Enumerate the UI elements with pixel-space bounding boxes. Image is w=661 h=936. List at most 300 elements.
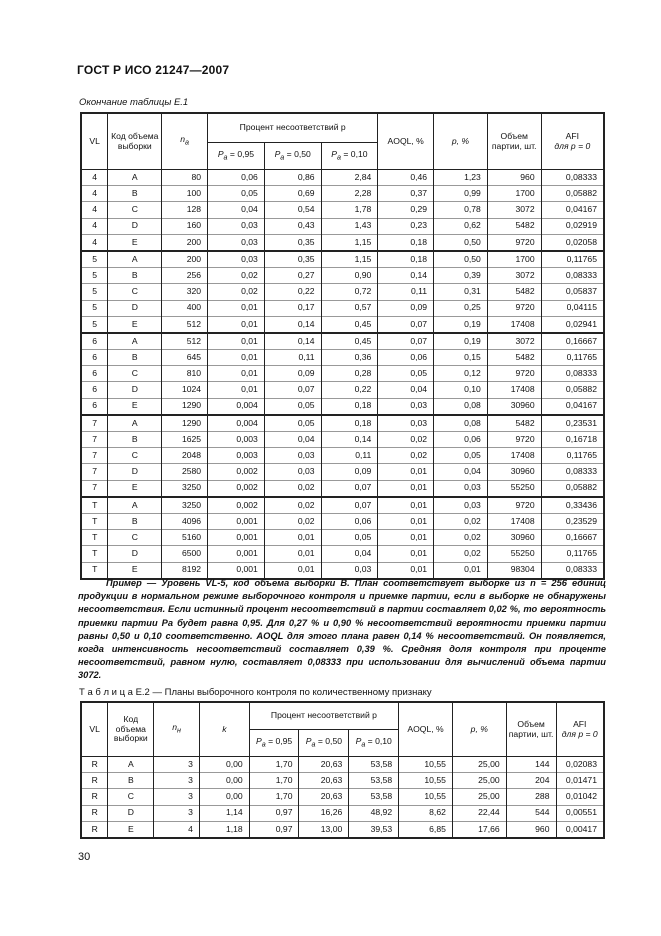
table-row — [81, 773, 604, 789]
table-cell: 3250 — [162, 497, 208, 514]
table-cell: 0,001 — [208, 546, 265, 562]
table-cell: 17408 — [487, 382, 541, 398]
table-row — [81, 251, 604, 268]
table-cell: 0,01 — [208, 382, 265, 398]
table-cell: 0,23529 — [541, 513, 604, 529]
table-cell: 13,00 — [299, 821, 349, 838]
table-row — [81, 513, 604, 529]
table-cell: C — [108, 448, 162, 464]
table-cell: 0,01 — [264, 546, 321, 562]
table-cell: 0,12 — [434, 366, 488, 382]
table-cell: 1,78 — [321, 202, 378, 218]
table-cell: 0,05 — [264, 398, 321, 415]
table-cell: 2,28 — [321, 186, 378, 202]
table-cell: B — [108, 350, 162, 366]
col-code: Код объема выборки — [108, 113, 162, 170]
table-cell: 7 — [81, 480, 108, 497]
table-cell: 0,18 — [378, 251, 434, 268]
table-cell: 0,54 — [264, 202, 321, 218]
table-cell: 0,01 — [434, 562, 488, 579]
table-row — [81, 497, 604, 514]
table-cell: 1700 — [487, 186, 541, 202]
table-cell: 4 — [81, 218, 108, 234]
table-cell: 0,02058 — [541, 234, 604, 251]
table-cell: 512 — [162, 316, 208, 333]
table-cell: 0,05882 — [541, 186, 604, 202]
table-cell: 2580 — [162, 464, 208, 480]
table-cell: 0,29 — [378, 202, 434, 218]
table-cell: 0,00551 — [556, 805, 604, 821]
table-cell: 0,14 — [264, 316, 321, 333]
table-cell: 200 — [162, 251, 208, 268]
table-cell: 4 — [81, 202, 108, 218]
table-cell: B — [108, 773, 154, 789]
table-cell: 0,05 — [378, 366, 434, 382]
table-cell: 9720 — [487, 432, 541, 448]
table-cell: 5 — [81, 316, 108, 333]
table-cell: 4 — [81, 170, 108, 186]
table-cell: 17408 — [487, 316, 541, 333]
col-p: p, % — [434, 113, 488, 170]
table-cell: 200 — [162, 234, 208, 251]
table-cell: 0,99 — [434, 186, 488, 202]
table-cell: 0,05882 — [541, 480, 604, 497]
table-cell: 0,02919 — [541, 218, 604, 234]
col-n: $n_a$ — [162, 113, 208, 170]
table-cell: 39,53 — [349, 821, 399, 838]
table-cell: 0,39 — [434, 268, 488, 284]
table-cell: C — [108, 366, 162, 382]
table-cell: A — [108, 497, 162, 514]
table-cell: 4 — [81, 234, 108, 251]
table-cell: 8,62 — [399, 805, 453, 821]
table-cell: 3 — [154, 757, 200, 773]
table-cell: 0,03 — [208, 234, 265, 251]
table-cell: 0,03 — [208, 251, 265, 268]
col-afi: AFI для p = 0 — [541, 113, 604, 170]
table-cell: 0,11 — [321, 448, 378, 464]
table-cell: 3 — [154, 805, 200, 821]
table-cell: 0,43 — [264, 218, 321, 234]
table-cell: 0,37 — [378, 186, 434, 202]
table-cell: 0,50 — [434, 234, 488, 251]
table-cell: 53,58 — [349, 773, 399, 789]
col-vl: VL — [81, 702, 108, 757]
table-row — [81, 186, 604, 202]
table-cell: 1,70 — [249, 773, 299, 789]
table-cell: 7 — [81, 432, 108, 448]
table-cell: 6,85 — [399, 821, 453, 838]
table-cell: 98304 — [487, 562, 541, 579]
table-e2 — [80, 701, 605, 839]
col-vl: VL — [81, 113, 108, 170]
table-cell: 0,01471 — [556, 773, 604, 789]
table-cell: 4 — [81, 186, 108, 202]
table-cell: 0,19 — [434, 316, 488, 333]
table-cell: C — [108, 789, 154, 805]
table-cell: E — [108, 480, 162, 497]
col-pa-095: $P_a = 0,95$ — [208, 143, 265, 170]
col-k: k — [199, 702, 249, 757]
table-cell: R — [81, 805, 108, 821]
table-cell: 5 — [81, 300, 108, 316]
table-row — [81, 546, 604, 562]
table-cell: 9720 — [487, 300, 541, 316]
table-cell: 1700 — [487, 251, 541, 268]
table-cell: 5 — [81, 251, 108, 268]
table-cell: 960 — [487, 170, 541, 186]
table-cell: 0,01 — [208, 300, 265, 316]
table-cell: 17408 — [487, 448, 541, 464]
document-header: ГОСТ Р ИСО 21247—2007 — [77, 63, 230, 77]
table-cell: R — [81, 773, 108, 789]
table-cell: 0,08333 — [541, 268, 604, 284]
table-cell: 810 — [162, 366, 208, 382]
table-row — [81, 398, 604, 415]
table-cell: B — [108, 432, 162, 448]
table-cell: 0,22 — [321, 382, 378, 398]
col-pa-010: $P_a = 0,10$ — [349, 730, 399, 757]
table-row — [81, 382, 604, 398]
table-cell: 128 — [162, 202, 208, 218]
table-cell: 0,15 — [434, 350, 488, 366]
table-cell: 0,01 — [378, 530, 434, 546]
table-cell: 10,55 — [399, 757, 453, 773]
table-cell: 0,002 — [208, 480, 265, 497]
table-row — [81, 789, 604, 805]
table-cell: E — [108, 398, 162, 415]
table-cell: 0,002 — [208, 497, 265, 514]
col-aoql: AOQL, % — [378, 113, 434, 170]
table-cell: T — [81, 562, 108, 579]
page-number: 30 — [78, 851, 91, 863]
table-cell: 0,02941 — [541, 316, 604, 333]
table-cell: 0,03 — [321, 562, 378, 579]
table-cell: E — [108, 821, 154, 838]
table-cell: 0,23 — [378, 218, 434, 234]
table-cell: 204 — [506, 773, 556, 789]
table-cell: 0,33436 — [541, 497, 604, 514]
table-cell: 544 — [506, 805, 556, 821]
table-cell: 8192 — [162, 562, 208, 579]
table-cell: 0,27 — [264, 268, 321, 284]
table-cell: 0,25 — [434, 300, 488, 316]
table-row — [81, 464, 604, 480]
table-cell: 0,04 — [208, 202, 265, 218]
table-cell: 0,02 — [264, 480, 321, 497]
table-cell: 5 — [81, 268, 108, 284]
col-percent-group: Процент несоответствий p — [249, 702, 398, 730]
table-cell: 30960 — [487, 530, 541, 546]
table-cell: 3072 — [487, 268, 541, 284]
table-row — [81, 821, 604, 838]
table-cell: 0,02 — [378, 448, 434, 464]
table-cell: 0,02 — [434, 546, 488, 562]
table1-caption: Окончание таблицы Е.1 — [79, 97, 189, 108]
table-cell: 0,09 — [321, 464, 378, 480]
table-cell: 25,00 — [452, 757, 506, 773]
table-cell: 0,05 — [264, 415, 321, 432]
example-paragraph: Пример — Уровень VL-5, код объема выборки B. План соответствует выборке из n = 256 единиц продукции в нормальном режиме выборочного контроля и приемке партии, если в выборке не обнаружены несоответствия. Если истинный процент несоответствий в партии составляет 0,02 %, то вероятность приемки партии Pa будет равна 0,95. Для 0,27 % и 0,90 % несоответствий вероятности приемки партии равны 0,50 и 0,10 соответственно. AOQL для этого плана равен 0,14 % несоответствий. Он появляется, когда интенсивность несоответствий составляет 0,39 %. Средняя доля контроля при проценте несоответствий, равном нулю, составляет 0,08333 при использовании для вычислений объема партии 3072. — [78, 578, 606, 681]
table2-body — [81, 757, 604, 838]
table-cell: E — [108, 562, 162, 579]
table-cell: T — [81, 497, 108, 514]
table-cell: A — [108, 333, 162, 350]
table-cell: 0,07 — [378, 333, 434, 350]
table-cell: 1,15 — [321, 251, 378, 268]
table-cell: 3 — [154, 773, 200, 789]
table-row — [81, 234, 604, 251]
table-cell: 512 — [162, 333, 208, 350]
table-cell: 256 — [162, 268, 208, 284]
table-cell: 0,01 — [264, 530, 321, 546]
table-row — [81, 218, 604, 234]
table-cell: 0,11765 — [541, 546, 604, 562]
col-n: $n_н$ — [154, 702, 200, 757]
table-cell: 0,05882 — [541, 382, 604, 398]
col-pa-095: $P_a = 0,95$ — [249, 730, 299, 757]
table-cell: 0,02 — [208, 268, 265, 284]
col-pa-050: $P_a = 0,50$ — [264, 143, 321, 170]
table-cell: 0,50 — [434, 251, 488, 268]
table-cell: 288 — [506, 789, 556, 805]
table-cell: 6 — [81, 333, 108, 350]
table-cell: 0,05 — [321, 530, 378, 546]
table-cell: 0,02 — [378, 432, 434, 448]
table-cell: 5482 — [487, 415, 541, 432]
table-row — [81, 284, 604, 300]
table-cell: 9720 — [487, 366, 541, 382]
table-cell: 7 — [81, 415, 108, 432]
table-cell: 144 — [506, 757, 556, 773]
table-cell: D — [108, 546, 162, 562]
table-cell: 0,05837 — [541, 284, 604, 300]
table-cell: 2048 — [162, 448, 208, 464]
table-cell: 0,04 — [264, 432, 321, 448]
table-cell: 0,08333 — [541, 170, 604, 186]
table-cell: 0,46 — [378, 170, 434, 186]
table-cell: 0,01 — [378, 464, 434, 480]
table-cell: 0,00 — [199, 757, 249, 773]
table-cell: 80 — [162, 170, 208, 186]
table-cell: 4096 — [162, 513, 208, 529]
table-cell: 0,11765 — [541, 350, 604, 366]
table-cell: 0,02083 — [556, 757, 604, 773]
table-cell: 22,44 — [452, 805, 506, 821]
table-cell: 2,84 — [321, 170, 378, 186]
table-cell: B — [108, 513, 162, 529]
table-cell: 0,002 — [208, 464, 265, 480]
table-cell: 0,19 — [434, 333, 488, 350]
table-cell: 0,11 — [378, 284, 434, 300]
table-cell: 0,04 — [321, 546, 378, 562]
table-e1-continuation — [80, 112, 605, 580]
col-afi: AFI для p = 0 — [556, 702, 604, 757]
table-cell: 0,06 — [378, 350, 434, 366]
table-cell: E — [108, 234, 162, 251]
table-cell: 0,06 — [208, 170, 265, 186]
table-cell: 25,00 — [452, 773, 506, 789]
table-cell: 0,03 — [264, 448, 321, 464]
table-row — [81, 170, 604, 186]
col-lot: Объем партии, шт. — [487, 113, 541, 170]
table-row — [81, 350, 604, 366]
table-cell: C — [108, 284, 162, 300]
table-cell: D — [108, 218, 162, 234]
table-cell: 5482 — [487, 350, 541, 366]
table-cell: 0,07 — [321, 497, 378, 514]
table-cell: 0,16667 — [541, 333, 604, 350]
table-cell: 960 — [506, 821, 556, 838]
table-cell: D — [108, 805, 154, 821]
table-cell: 20,63 — [299, 789, 349, 805]
table-row — [81, 480, 604, 497]
table-cell: 55250 — [487, 480, 541, 497]
table-cell: 9720 — [487, 497, 541, 514]
table-cell: C — [108, 202, 162, 218]
table-cell: 0,18 — [321, 415, 378, 432]
table-cell: 0,07 — [321, 480, 378, 497]
table-cell: 0,04 — [434, 464, 488, 480]
table-cell: 0,16667 — [541, 530, 604, 546]
table-cell: R — [81, 821, 108, 838]
table-cell: 30960 — [487, 398, 541, 415]
table-cell: 100 — [162, 186, 208, 202]
table-row — [81, 530, 604, 546]
table-cell: 0,04167 — [541, 398, 604, 415]
table-cell: 5482 — [487, 284, 541, 300]
col-pa-010: $P_a = 0,10$ — [321, 143, 378, 170]
table-cell: 0,09 — [378, 300, 434, 316]
table-cell: 5 — [81, 284, 108, 300]
table-cell: 0,00 — [199, 773, 249, 789]
table-cell: 1,23 — [434, 170, 488, 186]
table-cell: 10,55 — [399, 773, 453, 789]
table-cell: 0,22 — [264, 284, 321, 300]
table-cell: T — [81, 530, 108, 546]
table-cell: 1290 — [162, 415, 208, 432]
table-cell: 0,003 — [208, 432, 265, 448]
table-cell: 0,72 — [321, 284, 378, 300]
table-cell: 0,10 — [434, 382, 488, 398]
table-cell: 0,14 — [264, 333, 321, 350]
table-cell: 0,69 — [264, 186, 321, 202]
table-cell: 0,03 — [434, 480, 488, 497]
table-cell: T — [81, 513, 108, 529]
table1-body — [81, 170, 604, 579]
table-cell: 5482 — [487, 218, 541, 234]
table-cell: 0,00 — [199, 789, 249, 805]
table-cell: 0,08333 — [541, 562, 604, 579]
table-cell: 1,70 — [249, 789, 299, 805]
table-cell: 0,02 — [434, 530, 488, 546]
table-cell: 0,17 — [264, 300, 321, 316]
table-cell: 0,001 — [208, 513, 265, 529]
table-cell: 0,16718 — [541, 432, 604, 448]
table-cell: 0,02 — [264, 513, 321, 529]
table-cell: 4 — [154, 821, 200, 838]
table-row — [81, 757, 604, 773]
table-cell: 0,18 — [321, 398, 378, 415]
table-cell: 0,07 — [378, 316, 434, 333]
table-cell: 0,11765 — [541, 251, 604, 268]
table-cell: 9720 — [487, 234, 541, 251]
table-cell: 0,01 — [208, 366, 265, 382]
table-cell: 0,07 — [264, 382, 321, 398]
table-cell: 6 — [81, 382, 108, 398]
table-cell: 0,001 — [208, 530, 265, 546]
table-cell: 0,01 — [378, 546, 434, 562]
table-row — [81, 805, 604, 821]
table-cell: 0,04115 — [541, 300, 604, 316]
table-cell: 3250 — [162, 480, 208, 497]
table-cell: 1,15 — [321, 234, 378, 251]
table-cell: 3072 — [487, 202, 541, 218]
table-cell: A — [108, 757, 154, 773]
table-cell: 0,01 — [264, 562, 321, 579]
col-aoql: AOQL, % — [399, 702, 453, 757]
table-cell: 0,02 — [208, 284, 265, 300]
table-cell: 0,45 — [321, 333, 378, 350]
table-cell: 0,01042 — [556, 789, 604, 805]
table-cell: 160 — [162, 218, 208, 234]
table-row — [81, 415, 604, 432]
table-cell: A — [108, 170, 162, 186]
table-row — [81, 333, 604, 350]
table-cell: 6 — [81, 350, 108, 366]
table-cell: 6500 — [162, 546, 208, 562]
table-cell: 0,004 — [208, 415, 265, 432]
col-lot: Объем партии, шт. — [506, 702, 556, 757]
table-row — [81, 448, 604, 464]
table-cell: B — [108, 186, 162, 202]
table-cell: D — [108, 300, 162, 316]
table-cell: A — [108, 415, 162, 432]
table-cell: 0,03 — [264, 464, 321, 480]
table-cell: 0,004 — [208, 398, 265, 415]
table-cell: 0,28 — [321, 366, 378, 382]
table-cell: 25,00 — [452, 789, 506, 805]
table-cell: 0,06 — [434, 432, 488, 448]
table-cell: 1625 — [162, 432, 208, 448]
table-cell: 3 — [154, 789, 200, 805]
table-cell: 0,04167 — [541, 202, 604, 218]
table-cell: 0,18 — [378, 234, 434, 251]
table-cell: R — [81, 757, 108, 773]
table-cell: 53,58 — [349, 789, 399, 805]
table-cell: 6 — [81, 398, 108, 415]
table-cell: 0,90 — [321, 268, 378, 284]
table2-caption: Т а б л и ц а Е.2 — Планы выборочного контроля по количественному признаку — [79, 687, 432, 698]
table-cell: 5160 — [162, 530, 208, 546]
table-cell: 320 — [162, 284, 208, 300]
table-cell: 17408 — [487, 513, 541, 529]
table-cell: 0,11 — [264, 350, 321, 366]
table-cell: 0,14 — [321, 432, 378, 448]
table-cell: 1,43 — [321, 218, 378, 234]
table-cell: 17,66 — [452, 821, 506, 838]
table-cell: 0,11765 — [541, 448, 604, 464]
table-cell: 0,01 — [208, 333, 265, 350]
table-row — [81, 202, 604, 218]
table-row — [81, 366, 604, 382]
table-cell: 1,70 — [249, 757, 299, 773]
col-pa-050: $P_a = 0,50$ — [299, 730, 349, 757]
table-cell: 0,05 — [434, 448, 488, 464]
table-cell: D — [108, 382, 162, 398]
col-percent-group: Процент несоответствий p — [208, 113, 378, 143]
table-cell: 0,08 — [434, 398, 488, 415]
